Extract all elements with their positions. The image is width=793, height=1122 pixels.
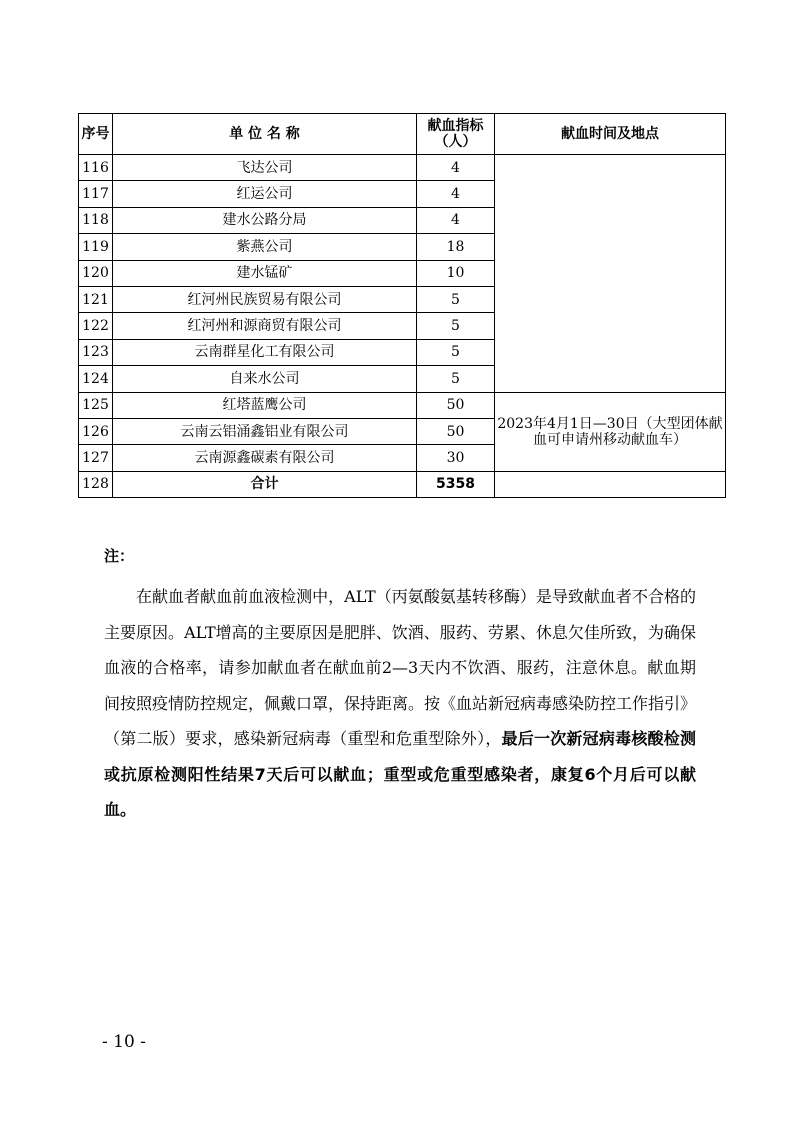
total-label: 合计 — [113, 471, 417, 497]
header-unit: 单 位 名 称 — [113, 114, 417, 155]
row-quota: 5 — [417, 286, 495, 312]
note-body: 在献血者献血前血液检测中，ALT（丙氨酸氨基转移酶）是导致献血者不合格的主要原因。ALT增高的主要原因是肥胖、饮酒、服药、劳累、休息欠佳所致，为确保血液的合格率，请参加献血者在献血前2—3天内不饮酒、服药，注意休息。献血期间按照疫情防控规定，佩戴口罩，保持距离。按《血站新冠病毒感染防控工作指引》（第二版）要求，感染新冠病毒（重型和危重型除外）， — [104, 587, 697, 748]
row-quota: 18 — [417, 234, 495, 260]
row-unit: 红运公司 — [113, 181, 417, 207]
row-unit: 建水公路分局 — [113, 207, 417, 233]
row-unit: 红河州和源商贸有限公司 — [113, 313, 417, 339]
row-quota: 4 — [417, 155, 495, 181]
row-unit: 飞达公司 — [113, 155, 417, 181]
row-no: 118 — [79, 207, 113, 233]
note-bold-text: 最后一次新冠病毒核酸检测或抗原检测阳性结果7天后可以献血；重型或危重型感染者，康复6个月后可以献血。 — [104, 729, 696, 819]
row-unit: 建水锰矿 — [113, 260, 417, 286]
total-value: 5358 — [417, 471, 495, 497]
row-no: 120 — [79, 260, 113, 286]
row-quota: 5 — [417, 339, 495, 365]
row-no: 116 — [79, 155, 113, 181]
page-number: - 10 - — [102, 1032, 146, 1052]
note-heading: 注： — [104, 547, 135, 565]
row-quota: 30 — [417, 445, 495, 471]
header-no: 序号 — [79, 114, 113, 155]
time-place-cell: 2023年4月1日—30日（大型团体献血可申请州移动献血车） — [495, 392, 726, 471]
row-no: 123 — [79, 339, 113, 365]
row-quota: 50 — [417, 418, 495, 444]
row-no: 121 — [79, 286, 113, 312]
row-unit: 自来水公司 — [113, 366, 417, 392]
table-row — [79, 392, 726, 418]
row-unit: 紫燕公司 — [113, 234, 417, 260]
donation-table — [78, 113, 726, 498]
row-unit: 云南云铝涌鑫铝业有限公司 — [113, 418, 417, 444]
row-no: 124 — [79, 366, 113, 392]
row-unit: 红河州民族贸易有限公司 — [113, 286, 417, 312]
row-quota: 5 — [417, 366, 495, 392]
row-quota: 4 — [417, 207, 495, 233]
total-time-empty — [495, 471, 726, 497]
row-quota: 10 — [417, 260, 495, 286]
note-paragraph — [104, 579, 696, 828]
row-unit: 云南源鑫碳素有限公司 — [113, 445, 417, 471]
row-quota: 50 — [417, 392, 495, 418]
row-unit: 红塔蓝鹰公司 — [113, 392, 417, 418]
row-no: 126 — [79, 418, 113, 444]
row-no: 127 — [79, 445, 113, 471]
header-quota: 献血指标 （人） — [417, 114, 495, 155]
time-cell-empty — [495, 155, 726, 393]
table-header-row — [79, 114, 726, 155]
row-quota: 4 — [417, 181, 495, 207]
row-unit: 云南群星化工有限公司 — [113, 339, 417, 365]
row-quota: 5 — [417, 313, 495, 339]
total-no: 128 — [79, 471, 113, 497]
total-row — [79, 471, 726, 497]
header-time: 献血时间及地点 — [495, 114, 726, 155]
table-row — [79, 155, 726, 181]
row-no: 119 — [79, 234, 113, 260]
row-no: 117 — [79, 181, 113, 207]
row-no: 125 — [79, 392, 113, 418]
row-no: 122 — [79, 313, 113, 339]
